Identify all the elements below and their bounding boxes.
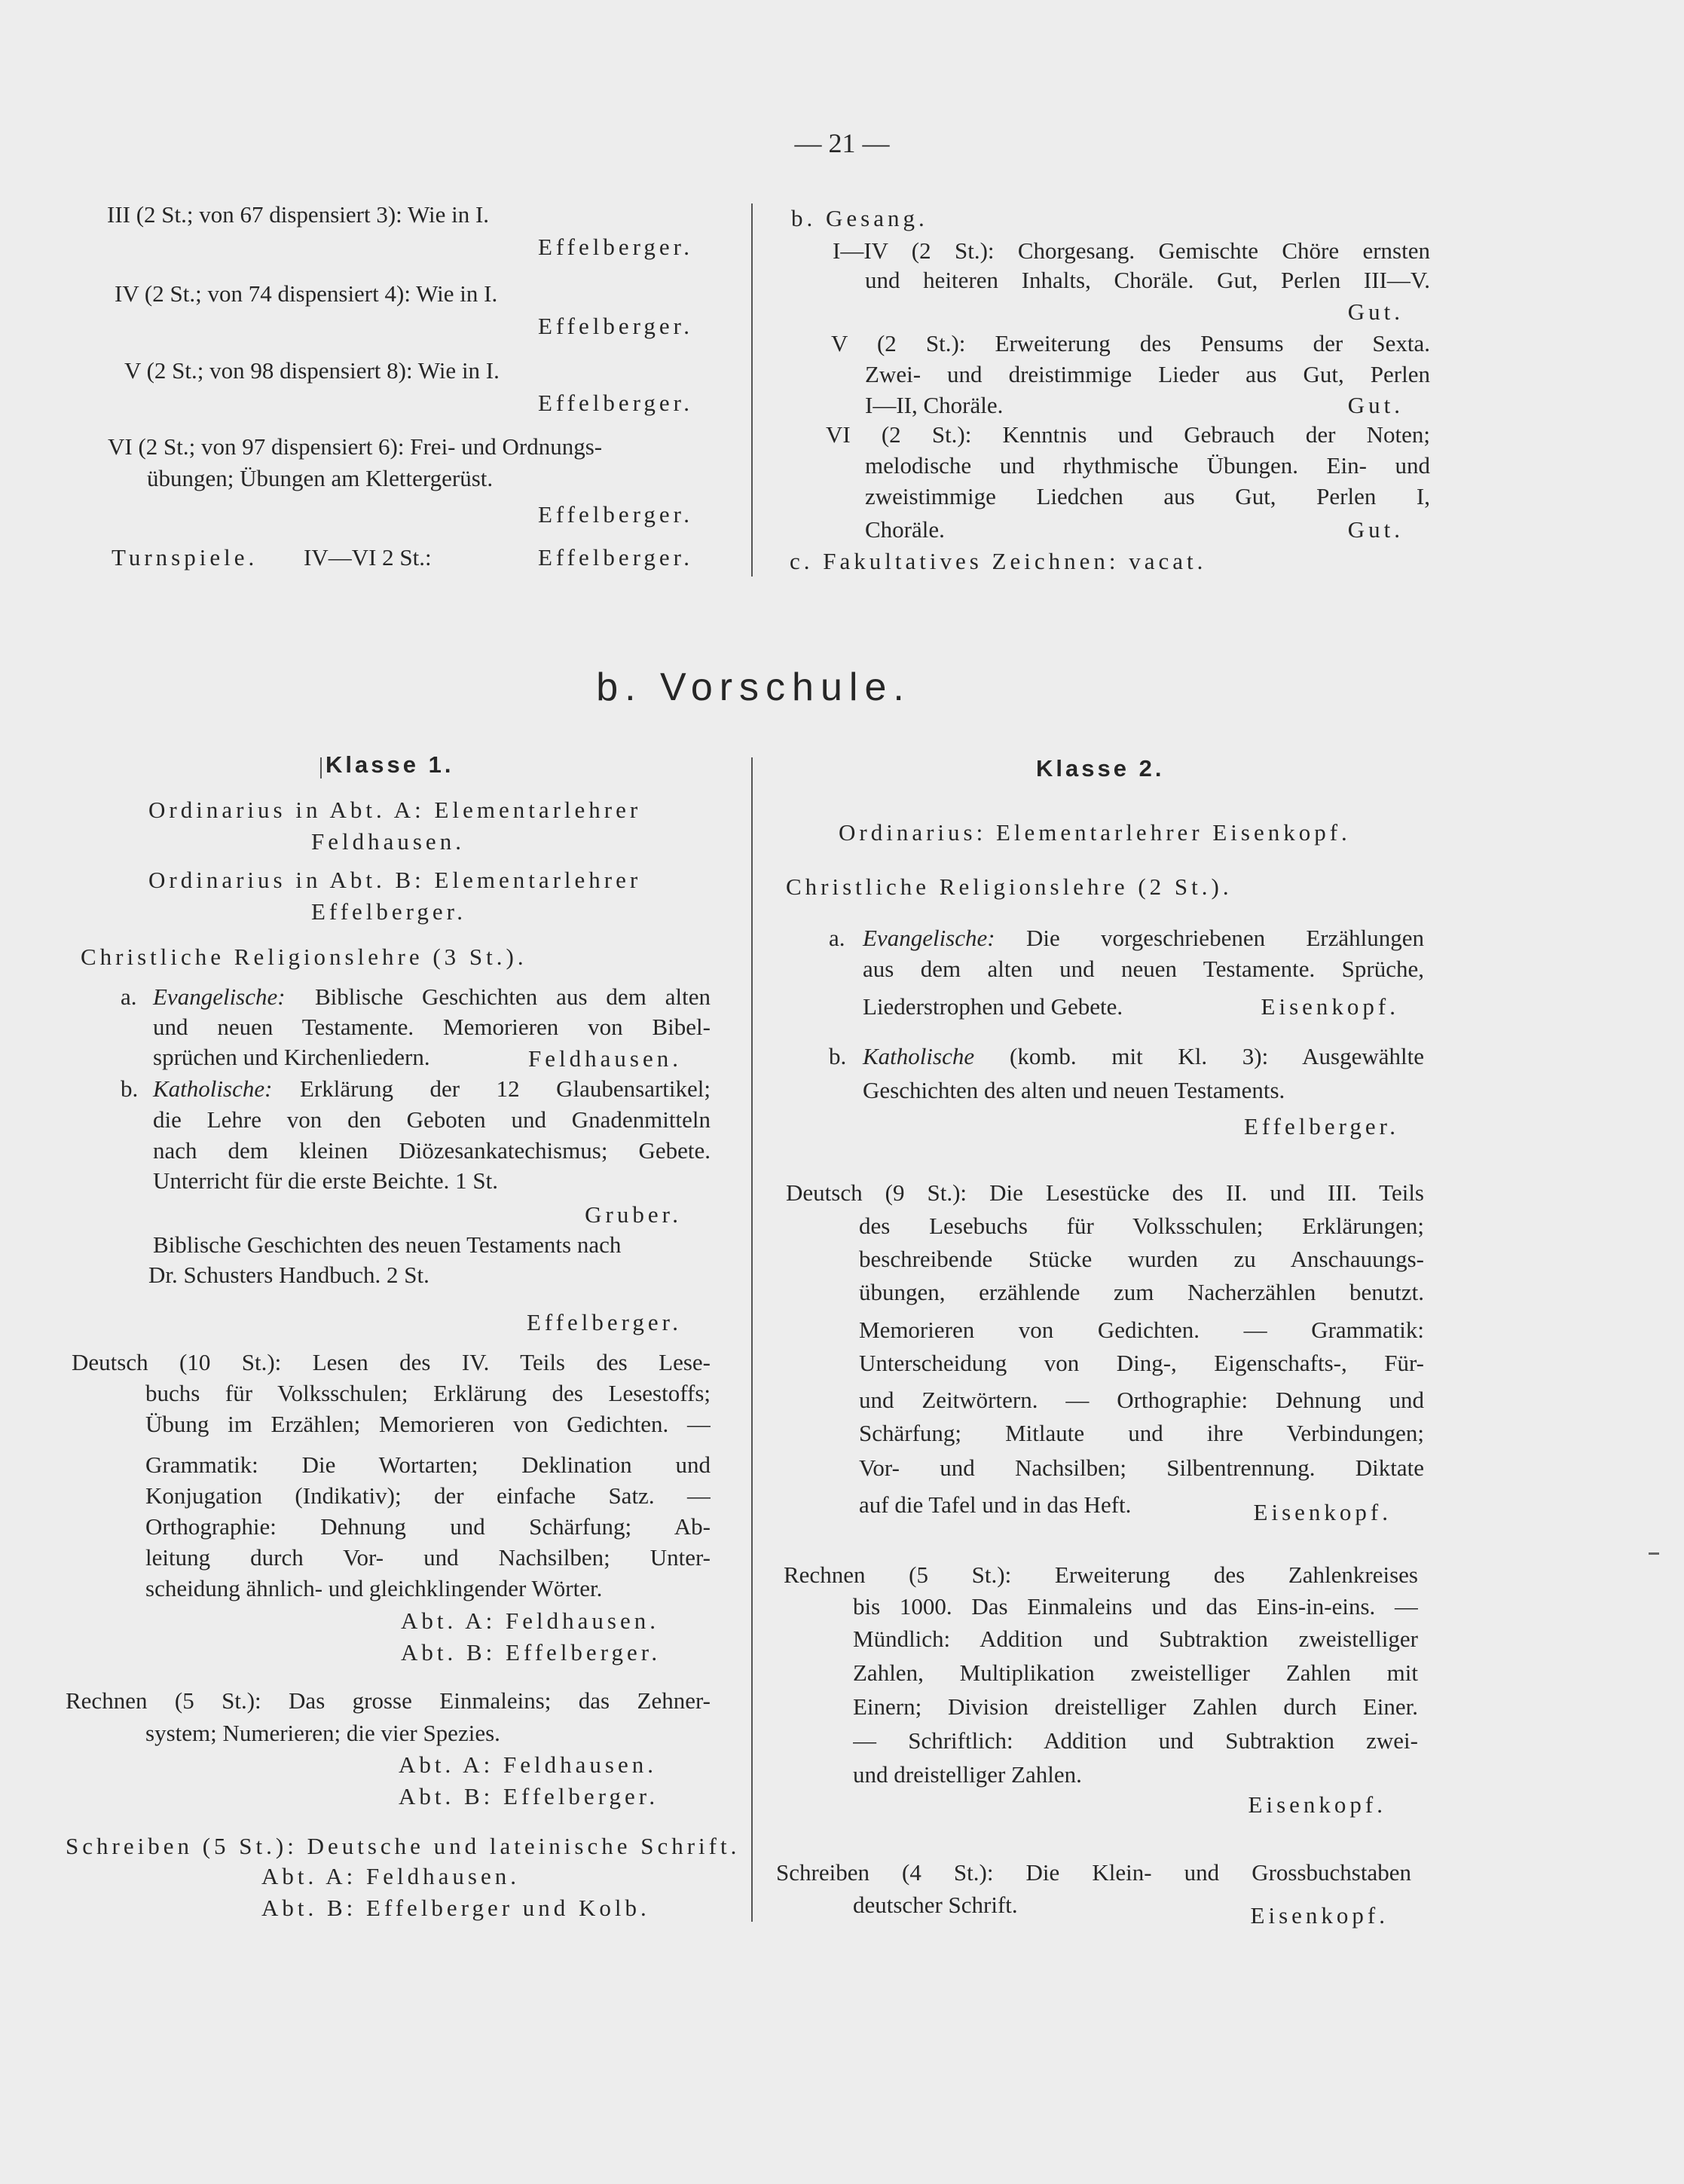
deutsch-7: und Zeitwörtern. — Orthographie: Dehnung und (859, 1387, 1424, 1413)
ev-word: Evangelische: (153, 983, 286, 1010)
turnen-vi: VI (2 St.; von 97 dispensiert 6): Frei- und Ordnungs- (108, 433, 603, 460)
teacher-name: Gut. (1347, 298, 1404, 325)
deutsch-2: buchs für Volksschulen; Erklärung des Lesestoffs; (145, 1380, 711, 1406)
ka-text-3: nach dem kleinen Diözesankatechismus; Gebete. (153, 1137, 711, 1164)
heading-mark (320, 757, 322, 778)
deutsch-3: Übung im Erzählen; Memorieren von Gedichten. — (145, 1411, 711, 1437)
rechnen-7: und dreistelliger Zahlen. (853, 1761, 1082, 1788)
turnen-iv: IV (2 St.; von 74 dispensiert 4): Wie in I. (115, 280, 498, 307)
schreiben-1: Schreiben (4 St.): Die Klein- und Grossbuchstaben (776, 1859, 1411, 1886)
deutsch-9: Vor- und Nachsilben; Silbentrennung. Diktate (859, 1454, 1424, 1481)
gesang-v-cont2: I—II, Choräle. (865, 392, 1004, 418)
teacher-assignment: Abt. B: Effelberger und Kolb. (261, 1895, 650, 1921)
ka-text-6: Dr. Schusters Handbuch. 2 St. (148, 1262, 429, 1288)
teacher-assignment: Abt. B: Effelberger. (401, 1639, 662, 1666)
rechnen-2: system; Numerieren; die vier Spezies. (145, 1720, 500, 1746)
gesang-i-iv-cont: und heiteren Inhalts, Choräle. Gut, Perlen III—V. (865, 267, 1430, 293)
deutsch-3: beschreibende Stücke wurden zu Anschauungs- (859, 1246, 1424, 1272)
teacher-name: Effelberger. (537, 544, 693, 570)
teacher-name: Effelberger. (537, 313, 693, 339)
ev-text-1: Die vorgeschriebenen Erzählungen (1026, 925, 1424, 951)
gesang-v-cont: Zwei- und dreistimmige Lieder aus Gut, Perlen (865, 361, 1430, 387)
ka-label: b. (829, 1043, 847, 1069)
teacher-assignment: Abt. A: Feldhausen. (399, 1751, 657, 1778)
deutsch-1: Deutsch (9 St.): Die Lesestücke des II. und III. Teils (786, 1179, 1424, 1206)
ev-text-2: aus dem alten und neuen Testamente. Sprüche, (863, 956, 1424, 982)
ev-text-1: Biblische Geschichten aus dem alten (315, 983, 711, 1010)
ordinarius-b: Ordinarius in Abt. B: Elementarlehrer (148, 867, 642, 893)
page-number: — 21 — (794, 128, 890, 158)
ev-text-2: und neuen Testamente. Memorieren von Bibel- (153, 1014, 711, 1040)
teacher-name: Feldhausen. (311, 828, 465, 855)
rechnen-1: Rechnen (5 St.): Erweiterung des Zahlenkreises (784, 1562, 1418, 1588)
margin-mark (1649, 1552, 1659, 1555)
religion-heading: Christliche Religionslehre (3 St.). (81, 944, 527, 970)
zeichnen-line: c. Fakultatives Zeichnen: vacat. (790, 548, 1207, 574)
rechnen-1: Rechnen (5 St.): Das grosse Einmaleins; das Zehner- (66, 1687, 711, 1714)
ka-text-1: (komb. mit Kl. 3): Ausgewählte (1010, 1043, 1424, 1069)
ka-label: b. (121, 1075, 139, 1102)
rechnen-5: Einern; Division dreistelliger Zahlen durch Einer. (853, 1693, 1418, 1720)
teacher-name: Effelberger. (537, 390, 693, 416)
ka-text-5: Biblische Geschichten des neuen Testaments nach (153, 1231, 622, 1258)
ordinarius-a: Ordinarius in Abt. A: Elementarlehrer (148, 797, 642, 823)
ka-text-1: Erklärung der 12 Glaubensartikel; (300, 1075, 711, 1102)
rechnen-3: Mündlich: Addition und Subtraktion zweistelliger (853, 1626, 1418, 1652)
ka-word: Katholische (863, 1043, 975, 1069)
gesang-vi-cont3: Choräle. (865, 516, 945, 543)
teacher-name: Effelberger. (526, 1309, 682, 1335)
turnspiele-hours: IV—VI 2 St.: (304, 544, 432, 570)
deutsch-4: übungen, erzählende zum Nacherzählen benutzt. (859, 1279, 1424, 1305)
rechnen-6: — Schriftlich: Addition und Subtraktion zwei- (853, 1727, 1418, 1754)
turnen-v: V (2 St.; von 98 dispensiert 8): Wie in I. (124, 357, 500, 384)
ev-label: a. (829, 925, 845, 951)
ka-text-2: Geschichten des alten und neuen Testaments. (863, 1077, 1285, 1103)
deutsch-6: Unterscheidung von Ding-, Eigenschafts-, Für- (859, 1350, 1424, 1376)
teacher-name: Eisenkopf. (1250, 1902, 1389, 1929)
teacher-name: Gut. (1347, 516, 1404, 543)
gesang-vi-cont2: zweistimmige Liedchen aus Gut, Perlen I, (865, 483, 1430, 509)
deutsch-2: des Lesebuchs für Volksschulen; Erklärungen; (859, 1213, 1424, 1239)
ev-text-3: sprüchen und Kirchenliedern. (153, 1044, 430, 1070)
teacher-name: Effelberger. (311, 898, 467, 925)
deutsch-1: Deutsch (10 St.): Lesen des IV. Teils des Lese- (72, 1349, 711, 1375)
rechnen-2: bis 1000. Das Einmaleins und das Eins-in-eins. — (853, 1593, 1418, 1620)
rechnen-4: Zahlen, Multiplikation zweistelliger Zahlen mit (853, 1659, 1418, 1686)
ordinarius: Ordinarius: Elementarlehrer Eisenkopf. (839, 819, 1351, 846)
teacher-name: Eisenkopf. (1253, 1499, 1392, 1525)
teacher-name: Gut. (1347, 392, 1404, 418)
teacher-name: Effelberger. (537, 234, 693, 260)
ev-text-3: Liederstrophen und Gebete. (863, 993, 1123, 1020)
deutsch-8: Schärfung; Mitlaute und ihre Verbindungen; (859, 1420, 1424, 1446)
teacher-name: Effelberger. (537, 501, 693, 528)
deutsch-5: Konjugation (Indikativ); der einfache Satz. — (145, 1482, 711, 1509)
gesang-vi: VI (2 St.): Kenntnis und Gebrauch der Noten; (826, 421, 1430, 448)
ka-text-2: die Lehre von den Geboten und Gnadenmitteln (153, 1106, 711, 1133)
lower-column-divider (751, 757, 753, 1922)
gesang-vi-cont: melodische und rhythmische Übungen. Ein- und (865, 452, 1430, 479)
ev-label: a. (121, 983, 137, 1010)
turnen-iii: III (2 St.; von 67 dispensiert 3): Wie in I. (107, 201, 490, 228)
turnen-vi-cont: übungen; Übungen am Klettergerüst. (147, 465, 494, 491)
teacher-name: Feldhausen. (528, 1045, 682, 1072)
ev-word: Evangelische: (863, 925, 995, 951)
turnspiele-label: Turnspiele. (112, 544, 258, 570)
ka-text-4: Unterricht für die erste Beichte. 1 St. (153, 1167, 498, 1194)
gesang-i-iv: I—IV (2 St.): Chorgesang. Gemischte Chöre ernsten (833, 237, 1430, 264)
gesang-heading: b. Gesang. (791, 205, 928, 231)
deutsch-7: leitung durch Vor- und Nachsilben; Unter- (145, 1544, 711, 1571)
deutsch-10: auf die Tafel und in das Heft. (859, 1491, 1132, 1518)
deutsch-5: Memorieren von Gedichten. — Grammatik: (859, 1317, 1424, 1343)
deutsch-8: scheidung ähnlich- und gleichklingender Wörter. (145, 1575, 603, 1601)
schreiben-1: Schreiben (5 St.): Deutsche und lateinische Schrift. (66, 1833, 741, 1859)
ka-word: Katholische: (153, 1075, 273, 1102)
deutsch-6: Orthographie: Dehnung und Schärfung; Ab- (145, 1513, 711, 1540)
schreiben-2: deutscher Schrift. (853, 1892, 1018, 1918)
klasse-1-heading: Klasse 1. (325, 751, 454, 778)
teacher-assignment: Abt. A: Feldhausen. (401, 1607, 659, 1634)
section-title: b. Vorschule. (596, 665, 911, 709)
teacher-name: Gruber. (585, 1201, 682, 1228)
teacher-name: Effelberger. (1243, 1113, 1399, 1139)
religion-heading: Christliche Religionslehre (2 St.). (786, 873, 1233, 900)
teacher-name: Eisenkopf. (1248, 1791, 1386, 1818)
deutsch-4: Grammatik: Die Wortarten; Deklination und (145, 1451, 711, 1478)
teacher-name: Eisenkopf. (1261, 993, 1399, 1020)
teacher-assignment: Abt. B: Effelberger. (399, 1783, 659, 1809)
teacher-assignment: Abt. A: Feldhausen. (261, 1863, 520, 1889)
top-column-divider (751, 203, 753, 577)
gesang-v: V (2 St.): Erweiterung des Pensums der Sexta. (831, 330, 1430, 356)
klasse-2-heading: Klasse 2. (1036, 755, 1165, 782)
